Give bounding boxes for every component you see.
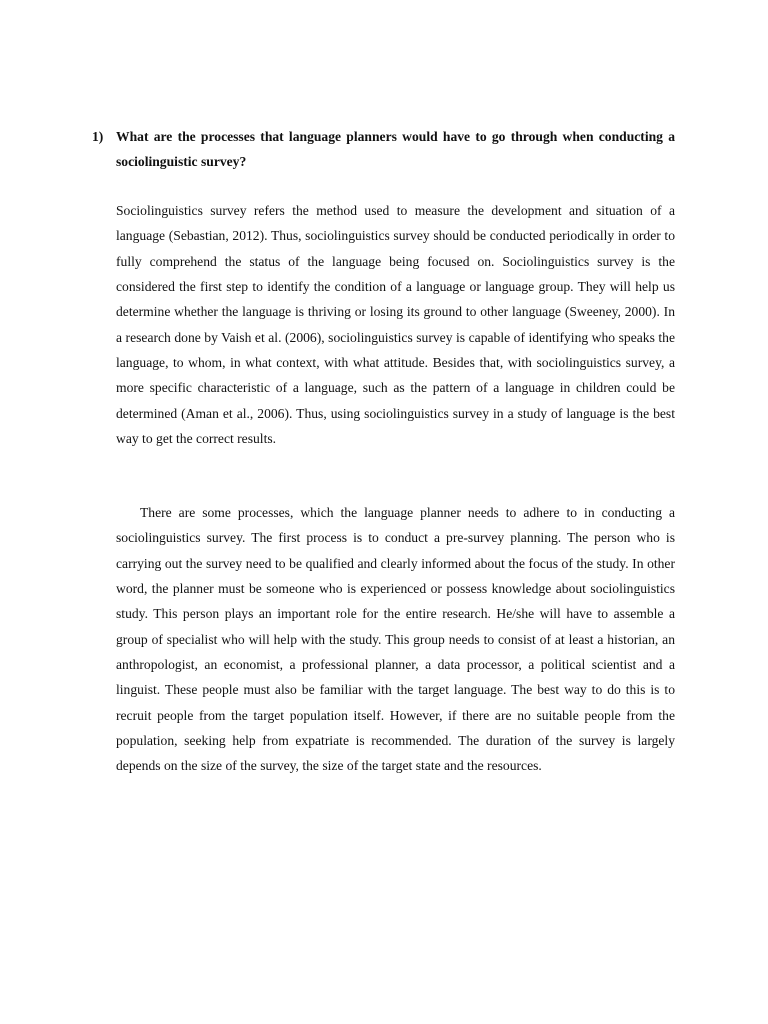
question-text: What are the processes that language planners would have to go through when conducting a sociolinguistic survey? — [116, 129, 675, 170]
paragraph-definition: Sociolinguistics survey refers the method used to measure the development and situation of a language (Sebastian, 2012). Thus, sociolinguistics survey should be conducted periodically in order to fully comprehend the status of the language being focused on. Sociolinguistics survey is the considered the first step to identify the condition of a language or language group. They will help us determine whether the language is thriving or losing its ground to other language (Sweeney, 2000). In a research done by Vaish et al. (2006), sociolinguistics survey is capable of identifying who speaks the language, to whom, in what context, with what attitude. Besides that, with sociolinguistics survey, a more specific characteristic of a language, such as the pattern of a language in children could be determined (Aman et al., 2006). Thus, using sociolinguistics survey in a study of language is the best way to get the correct results. — [116, 203, 675, 447]
question-heading — [92, 124, 675, 175]
paragraph-processes: There are some processes, which the language planner needs to adhere to in conducting a sociolinguistics survey. The first process is to conduct a pre-survey planning. The person who is carrying out the survey need to be qualified and clearly informed about the focus of the study. In other word, the planner must be someone who is experienced or possess knowledge about sociolinguistics study. This person plays an important role for the entire research. He/she will have to assemble a group of specialist who will help with the study. This group needs to consist of at least a historian, an anthropologist, an economist, a professional planner, a data processor, a political scientist and a linguist. These people must also be familiar with the target language. The best way to do this is to recruit people from the target population itself. However, if there are no suitable people from the population, seeking help from expatriate is recommended. The duration of the survey is largely depends on the size of the survey, the size of the target state and the resources. — [116, 505, 675, 774]
question-number: 1) — [92, 129, 104, 144]
